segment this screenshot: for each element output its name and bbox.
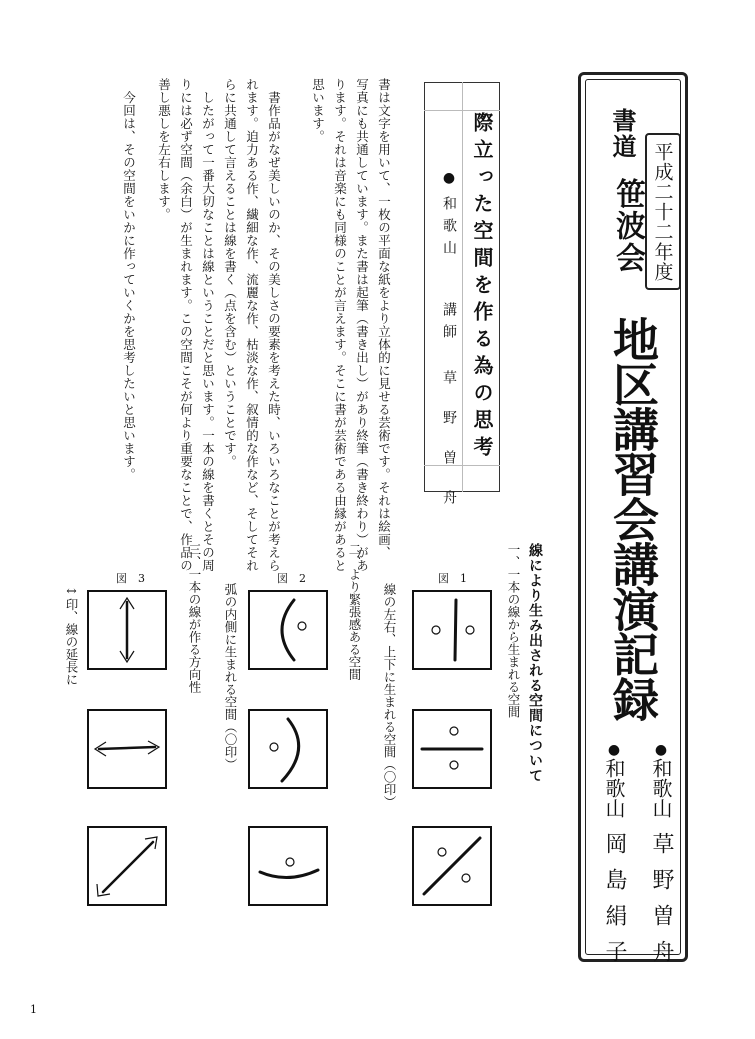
figure3-vertical-arrow — [87, 590, 167, 670]
speaker-name: 草野曽舟 — [441, 370, 457, 530]
body-line: らに共通して言えることは線を書く（点を含む）ということです。 — [222, 78, 238, 468]
speaker-role: 講師 — [441, 302, 457, 346]
page-number: 1 — [30, 1003, 37, 1016]
lecturer-2 — [603, 742, 625, 976]
page-title: 地区講習会講演記録 — [606, 316, 660, 721]
figure2-bottom-arc — [248, 826, 328, 906]
body-line: ります。それは音楽にも同様のことが言えます。そこに書が芸術である由縁があると — [332, 78, 348, 572]
lecturer-region: 和歌山 — [602, 758, 626, 818]
body-line: りには必ず空間（余白）が生まれます。この空間こそが何より重要なことで、作品の — [178, 78, 194, 572]
lecture-title: 際立った空間を作る為の思考 — [470, 112, 494, 463]
section-heading: 三、一本の線が作る方向性 — [187, 543, 202, 693]
body-line: 善し悪しを左右します。 — [156, 78, 172, 221]
figure-caption: ↔印、線の延長に — [64, 583, 79, 686]
section-subtitle: 線により生み出される空間について — [527, 543, 543, 783]
body-line: したがって一番大切なことは線ということだと思います。一本の線を書くとその周 — [200, 78, 216, 572]
bullet-icon: ● — [653, 742, 669, 758]
bullet-icon: ● — [441, 170, 457, 186]
figure-label: 図 2 — [277, 572, 306, 585]
section-heading: 一、一本の線から生まれる空間 — [506, 543, 521, 718]
body-line: れます。迫力ある作、繊細な作、流麗な作、枯淡な作、叙情的な作など、そしてそれ — [244, 78, 260, 572]
figure2-right-arc — [248, 709, 328, 789]
bullet-icon: ● — [606, 742, 622, 758]
figure1-vertical-line — [412, 590, 492, 670]
org-name-line2: 笹波会 — [610, 178, 645, 274]
figure2-left-arc — [248, 590, 328, 670]
figure1-diagonal-line — [412, 826, 492, 906]
lecturer-name: 草野曽舟 — [649, 832, 674, 976]
figure-caption: 弧の内側に生まれる空間（〇印） — [223, 583, 238, 771]
figure3-diagonal-arrow — [87, 826, 167, 906]
figure1-horizontal-line — [412, 709, 492, 789]
figure-label: 図 1 — [438, 572, 467, 585]
year-label: 平成二十二年度 — [645, 133, 681, 290]
body-line: 写真にも共通しています。また書は起筆（書き出し）があり終筆（書き終わり）があ — [354, 78, 370, 572]
section-heading: 二、より緊張感ある空間 — [347, 543, 362, 681]
body-line: 思います。 — [310, 78, 326, 143]
speaker-region: 和歌山 — [441, 196, 457, 262]
lecturer-name: 岡島絹子 — [602, 832, 627, 976]
lecture-speaker — [439, 170, 459, 530]
lecturer-region: 和歌山 — [649, 758, 673, 818]
figure3-horizontal-arrow — [87, 709, 167, 789]
lecturer-1 — [650, 742, 672, 976]
figure-caption: 線の左右、上下に生まれる空間（〇印） — [382, 583, 397, 808]
org-name-line1: 書道 — [608, 108, 637, 160]
figure-label: 図 3 — [116, 572, 145, 585]
body-line: 書作品がなぜ美しいのか、その美しさの要素を考えた時、いろいろなことが考えら — [266, 78, 282, 572]
body-line: 書は文字を用いて、一枚の平面な紙をより立体的に見せる芸術です。それは絵画、 — [376, 78, 392, 559]
body-line: 今回は、その空間をいかに作っていくかを思考したいと思います。 — [121, 78, 137, 481]
